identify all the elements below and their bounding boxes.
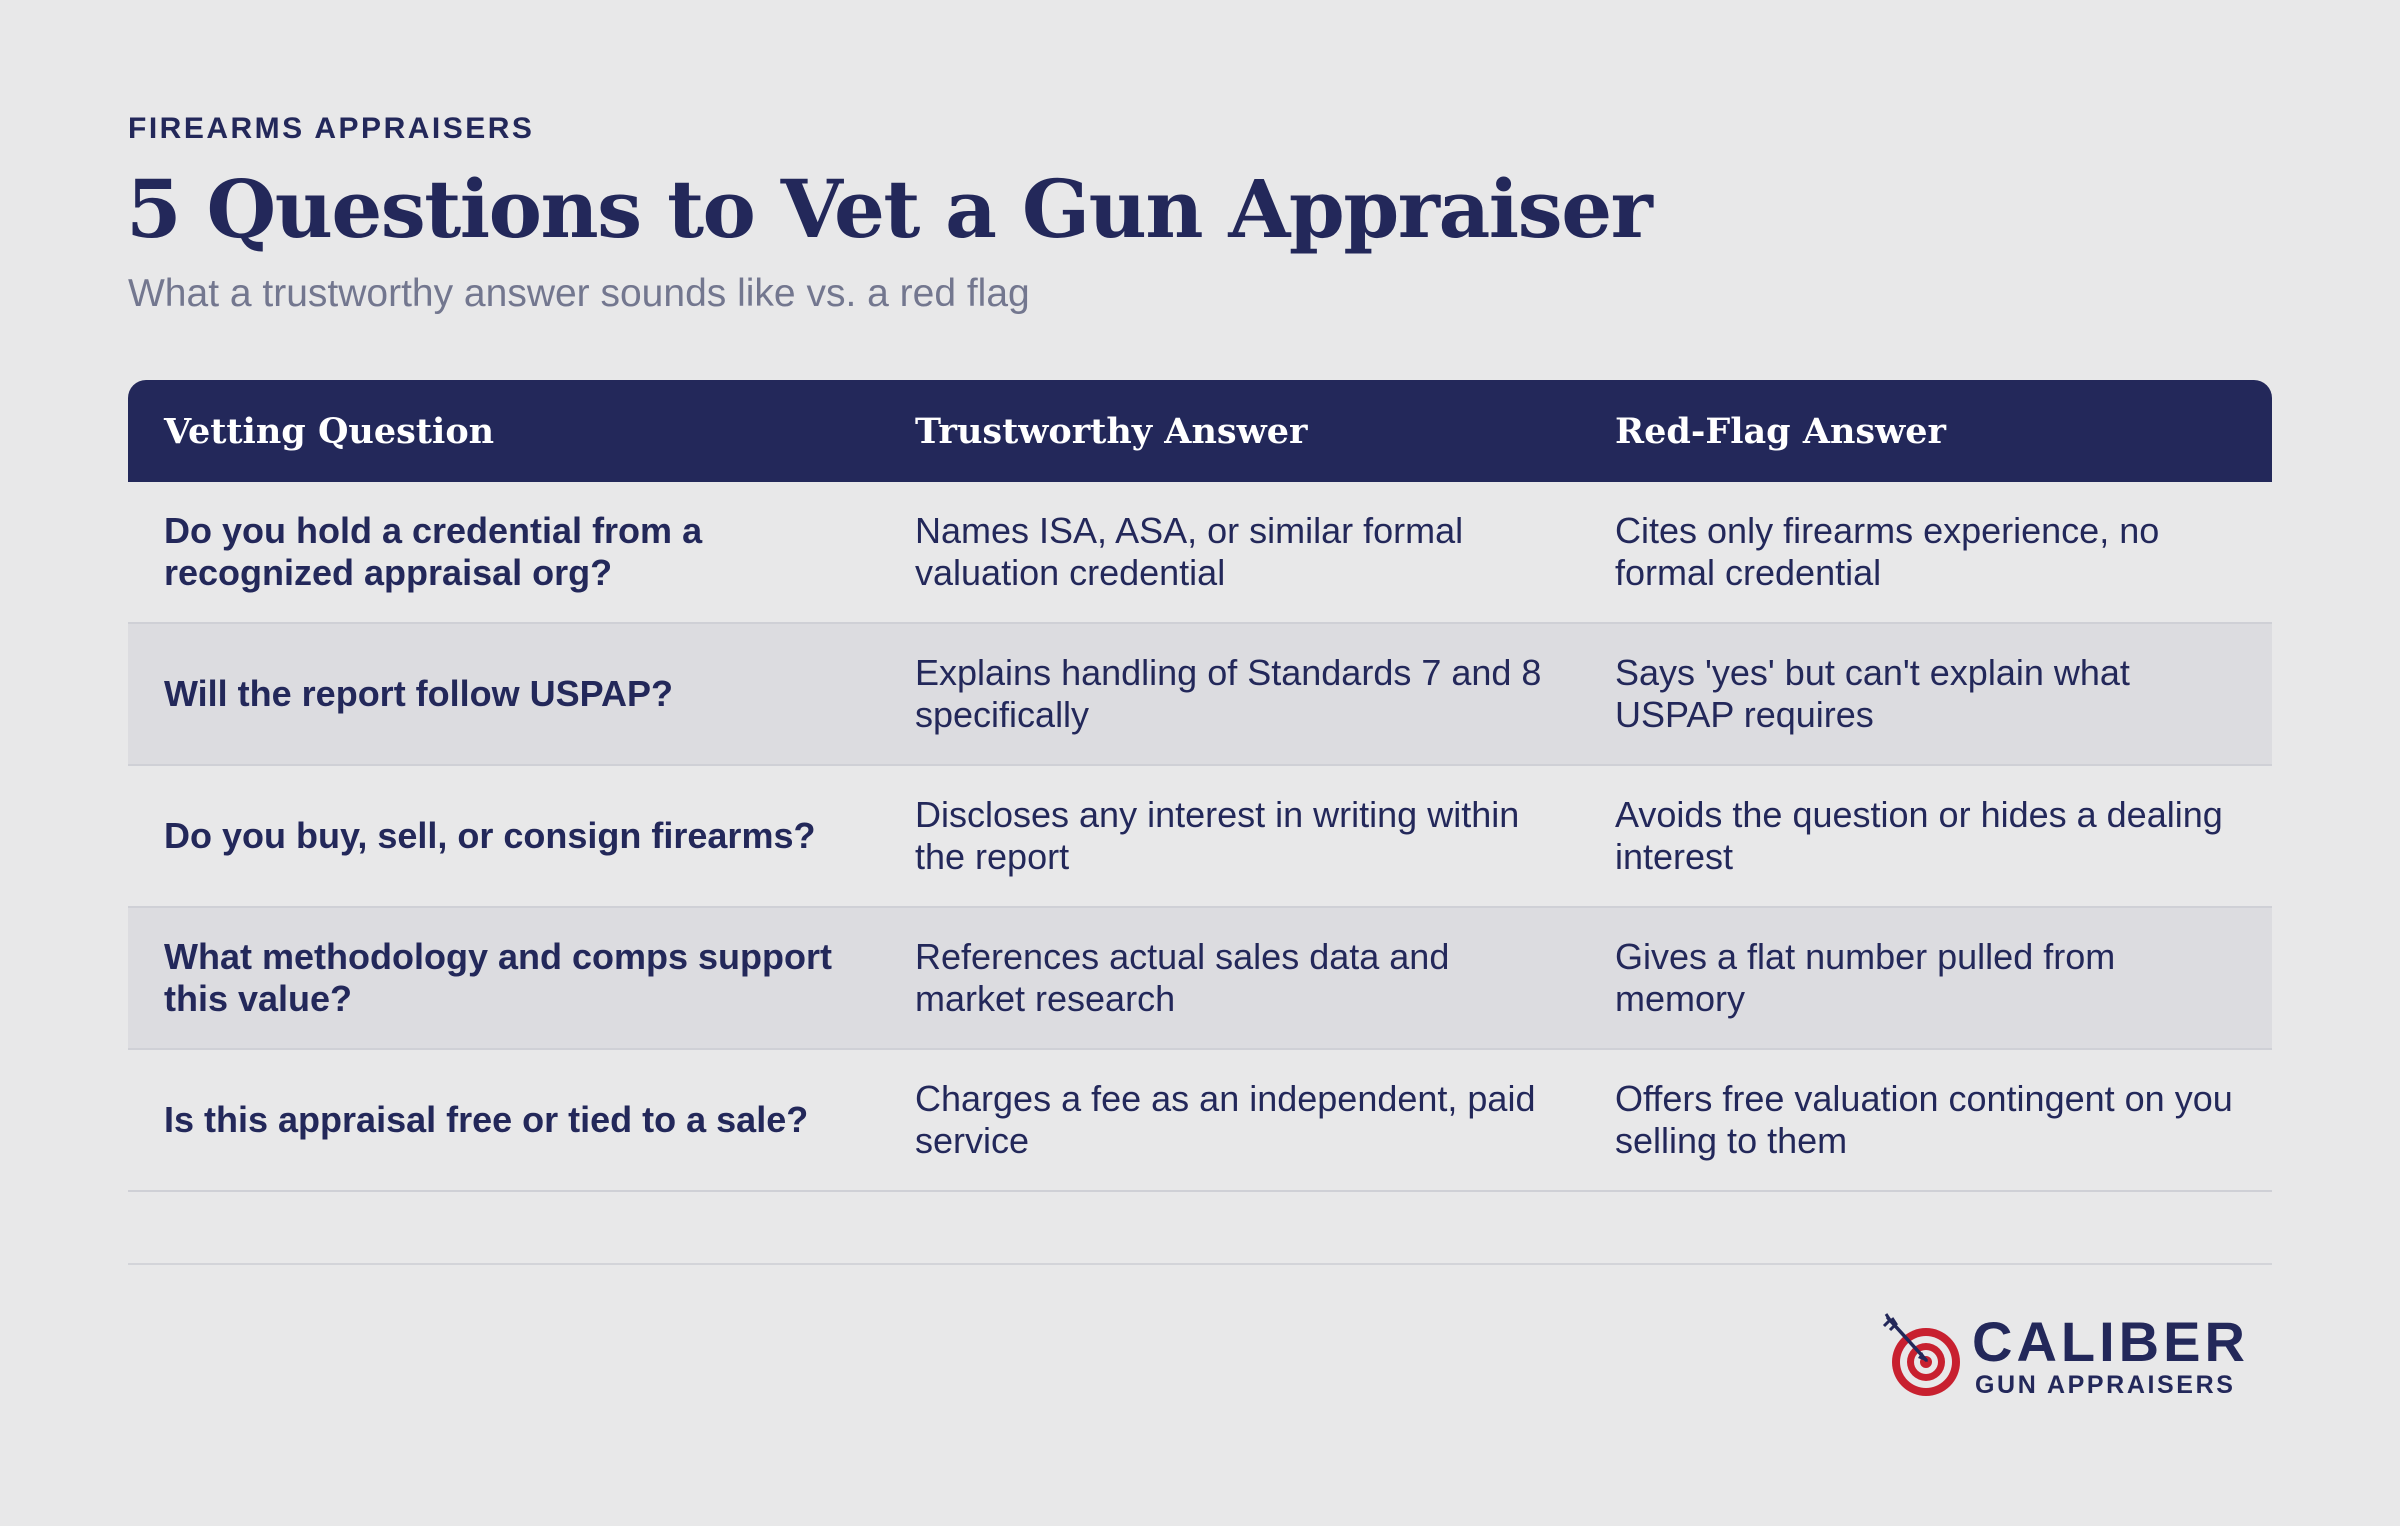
question-cell: Will the report follow USPAP? <box>164 673 674 714</box>
page-subtitle: What a trustworthy answer sounds like vs. a red flag <box>128 272 1030 315</box>
column-header-red-flag: Red-Flag Answer <box>1615 410 1946 452</box>
table-row <box>128 624 2272 766</box>
table-row <box>128 482 2272 624</box>
trustworthy-cell: Explains handling of Standards 7 and 8 specifically <box>915 652 1542 735</box>
trustworthy-cell: Charges a fee as an independent, paid service <box>915 1078 1536 1161</box>
table-row <box>128 766 2272 908</box>
question-cell: What methodology and comps support this value? <box>164 936 832 1019</box>
question-cell: Do you buy, sell, or consign firearms? <box>164 815 816 856</box>
trustworthy-cell: Discloses any interest in writing within the report <box>915 794 1520 877</box>
vetting-table <box>128 380 2272 1192</box>
trustworthy-cell: Names ISA, ASA, or similar formal valuation credential <box>915 510 1464 593</box>
question-cell: Is this appraisal free or tied to a sale? <box>164 1099 809 1140</box>
column-header-trustworthy: Trustworthy Answer <box>915 410 1308 452</box>
red-flag-cell: Cites only firearms experience, no formal credential <box>1615 510 2160 593</box>
red-flag-cell: Says 'yes' but can't explain what USPAP requires <box>1615 652 2130 735</box>
table-row <box>128 1050 2272 1192</box>
footer-divider <box>128 1263 2272 1265</box>
question-cell: Do you hold a credential from a recognized appraisal org? <box>164 510 703 593</box>
column-header-question: Vetting Question <box>164 410 495 452</box>
page-title: 5 Questions to Vet a Gun Appraiser <box>126 162 1652 256</box>
red-flag-cell: Offers free valuation contingent on you selling to them <box>1615 1078 2233 1161</box>
table-header <box>128 380 2272 482</box>
table-row <box>128 908 2272 1050</box>
red-flag-cell: Gives a flat number pulled from memory <box>1615 936 2116 1019</box>
logo-wordmark: CALIBER <box>1972 1310 2249 1373</box>
red-flag-cell: Avoids the question or hides a dealing interest <box>1615 794 2223 877</box>
caliber-logo <box>1880 1310 2272 1400</box>
logo-tagline: GUN APPRAISERS <box>1975 1371 2236 1399</box>
trustworthy-cell: References actual sales data and market research <box>915 936 1450 1019</box>
eyebrow-label: FIREARMS APPRAISERS <box>128 112 535 145</box>
target-with-arrow-icon <box>1880 1310 1964 1400</box>
